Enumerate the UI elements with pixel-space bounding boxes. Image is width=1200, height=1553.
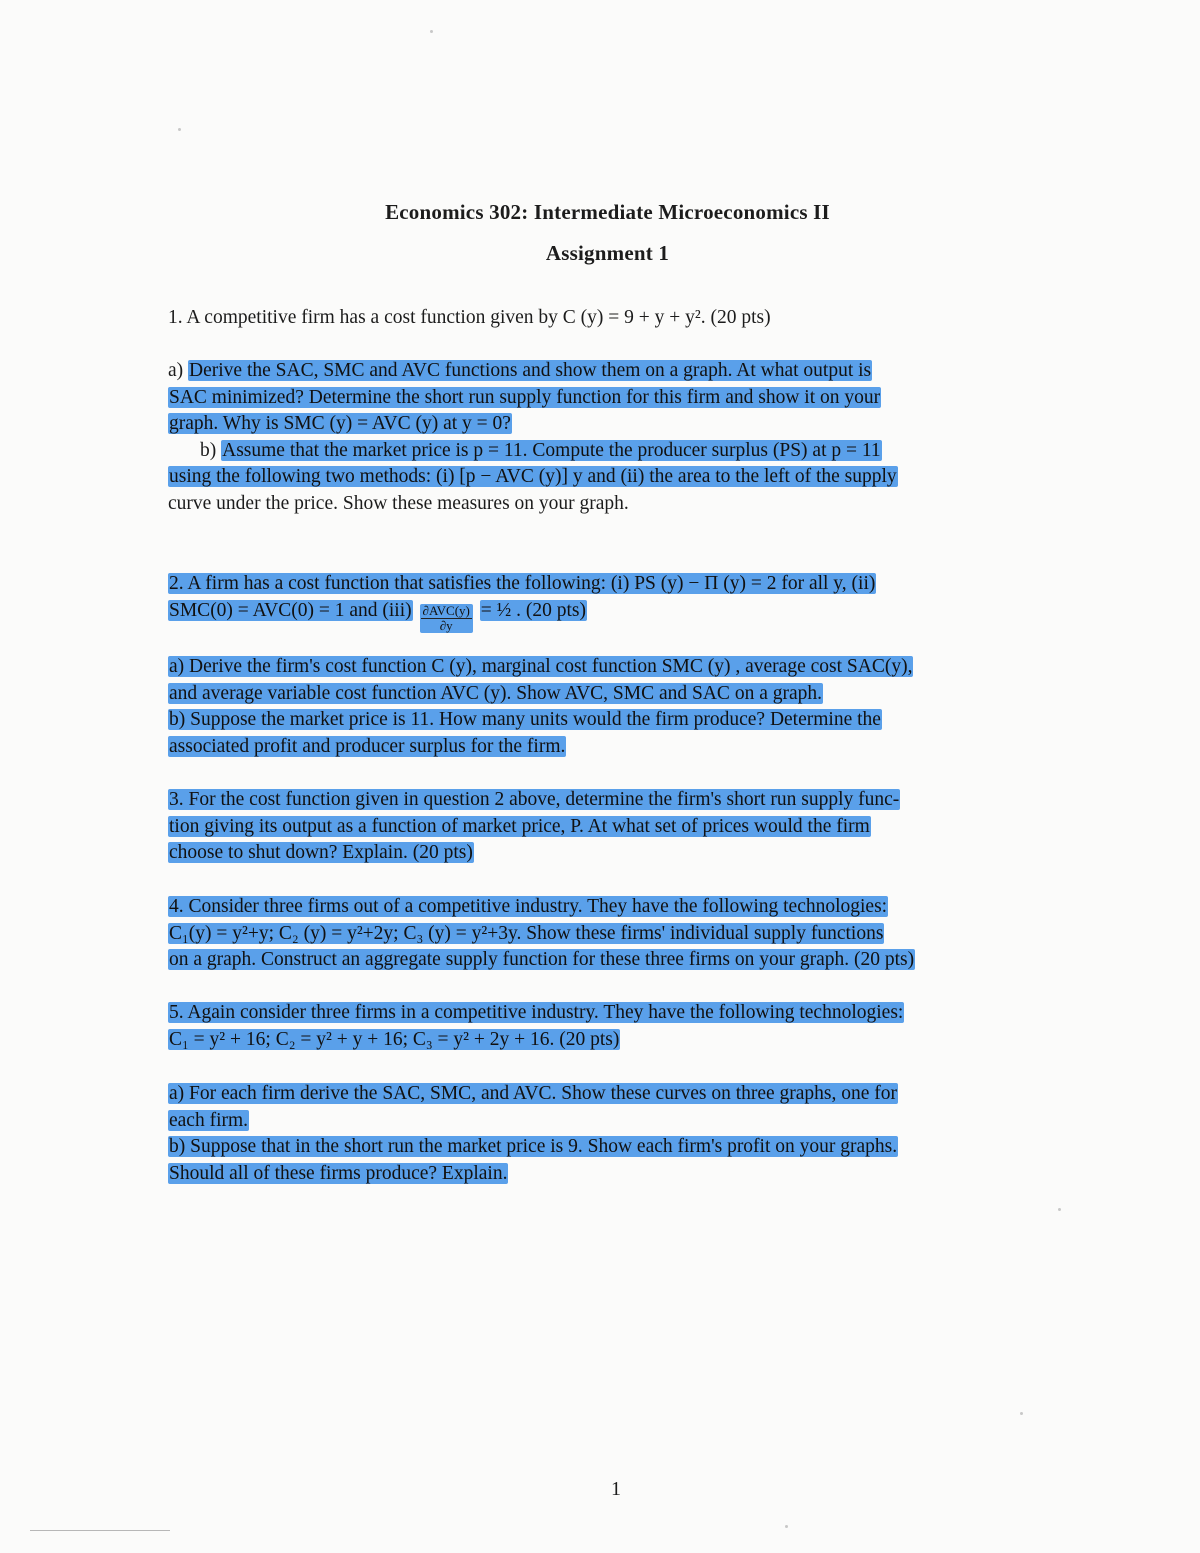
scan-speck xyxy=(178,128,181,131)
highlighted-text: SAC minimized? Determine the short run supply function for this firm and show it on your xyxy=(169,386,881,408)
highlighted-text: 5. Again consider three firms in a competitive industry. They have the following technologies: xyxy=(169,1002,904,1023)
highlighted-text: using the following two methods: (i) [p − AVC (y)] y and (ii) the area to the left of the supply xyxy=(169,466,897,487)
highlighted-text: choose to shut down? Explain. (20 pts) xyxy=(169,842,473,863)
highlighted-text: Should all of these firms produce? Explain. xyxy=(169,1162,508,1184)
question-4 xyxy=(168,894,1048,974)
highlighted-text: = ½ . (20 pts) xyxy=(480,599,586,621)
course-title: Economics 302: Intermediate Microeconomics II xyxy=(385,200,830,224)
question-2-parts xyxy=(168,654,1048,760)
question-1-b-text: curve under the price. Show these measures on your graph. xyxy=(168,492,629,514)
highlighted-text: and average variable cost function AVC (y). Show AVC, SMC and SAC on a graph. xyxy=(169,682,822,704)
highlighted-text: Derive the SAC, SMC and AVC functions and show them on a graph. At what output is xyxy=(189,360,872,381)
part-b-label: b) xyxy=(200,439,217,461)
highlighted-text: each firm. xyxy=(169,1109,249,1131)
highlighted-text: C₁(y) = y²+y; C₂ (y) = y²+2y; C₃ (y) = y²+3y. Show these firms' individual supply functions xyxy=(169,922,884,944)
highlighted-text: a) For each firm derive the SAC, SMC, and AVC. Show these curves on three graphs, one for xyxy=(169,1083,898,1104)
question-5-parts xyxy=(168,1081,1048,1187)
highlighted-text: 4. Consider three firms out of a competitive industry. They have the following technologies: xyxy=(169,896,888,917)
highlighted-text: b) Suppose that in the short run the market price is 9. Show each firm's profit on your graphs. xyxy=(169,1136,898,1157)
question-1-stem xyxy=(168,305,1048,332)
part-a-label: a) xyxy=(168,360,184,381)
highlighted-text: SMC(0) = AVC(0) = 1 and (iii) xyxy=(169,599,412,621)
highlighted-text: on a graph. Construct an aggregate supply function for these three firms on your graph. (20 pts) xyxy=(169,949,915,970)
question-2-stem xyxy=(168,571,1048,633)
highlighted-text: 2. A firm has a cost function that satisfies the following: (i) PS (y) − Π (y) = 2 for all y, (ii) xyxy=(169,573,876,594)
highlighted-text: associated profit and producer surplus for the firm. xyxy=(169,735,566,757)
question-3 xyxy=(168,787,1048,867)
highlighted-text: 3. For the cost function given in question 2 above, determine the firm's short run supply func- xyxy=(169,789,900,810)
assignment-title: Assignment 1 xyxy=(545,241,670,265)
highlighted-text: a) Derive the firm's cost function C (y), marginal cost function SMC (y) , average cost SAC(y), xyxy=(169,656,913,677)
question-1-text: 1. A competitive firm has a cost function given by C (y) = 9 + y + y². (20 pts) xyxy=(168,307,771,328)
question-1-part-a xyxy=(168,358,1048,517)
highlighted-text: graph. Why is SMC (y) = AVC (y) at y = 0? xyxy=(169,413,511,434)
highlighted-text: C₁ = y² + 16; C₂ = y² + y + 16; C₃ = y² + 2y + 16. (20 pts) xyxy=(169,1028,620,1050)
partial-derivative-fraction: $\frac{\text{∂AVC(y)}}{\partial y}$ xyxy=(420,604,473,633)
highlighted-text: tion giving its output as a function of market price, P. At what set of prices would the firm xyxy=(169,815,870,837)
scan-speck xyxy=(1058,1208,1061,1211)
question-5-stem xyxy=(168,1000,1048,1053)
highlighted-text: b) Suppose the market price is 11. How many units would the firm produce? Determine the xyxy=(169,709,881,730)
highlighted-text: Assume that the market price is p = 11. Compute the producer surplus (PS) at p = 11 xyxy=(222,439,881,461)
scan-speck xyxy=(785,1525,788,1528)
scan-artifact-line xyxy=(30,1530,170,1531)
page-number: 1 xyxy=(611,1478,621,1500)
scan-speck xyxy=(1020,1412,1023,1415)
scan-speck xyxy=(430,30,433,33)
